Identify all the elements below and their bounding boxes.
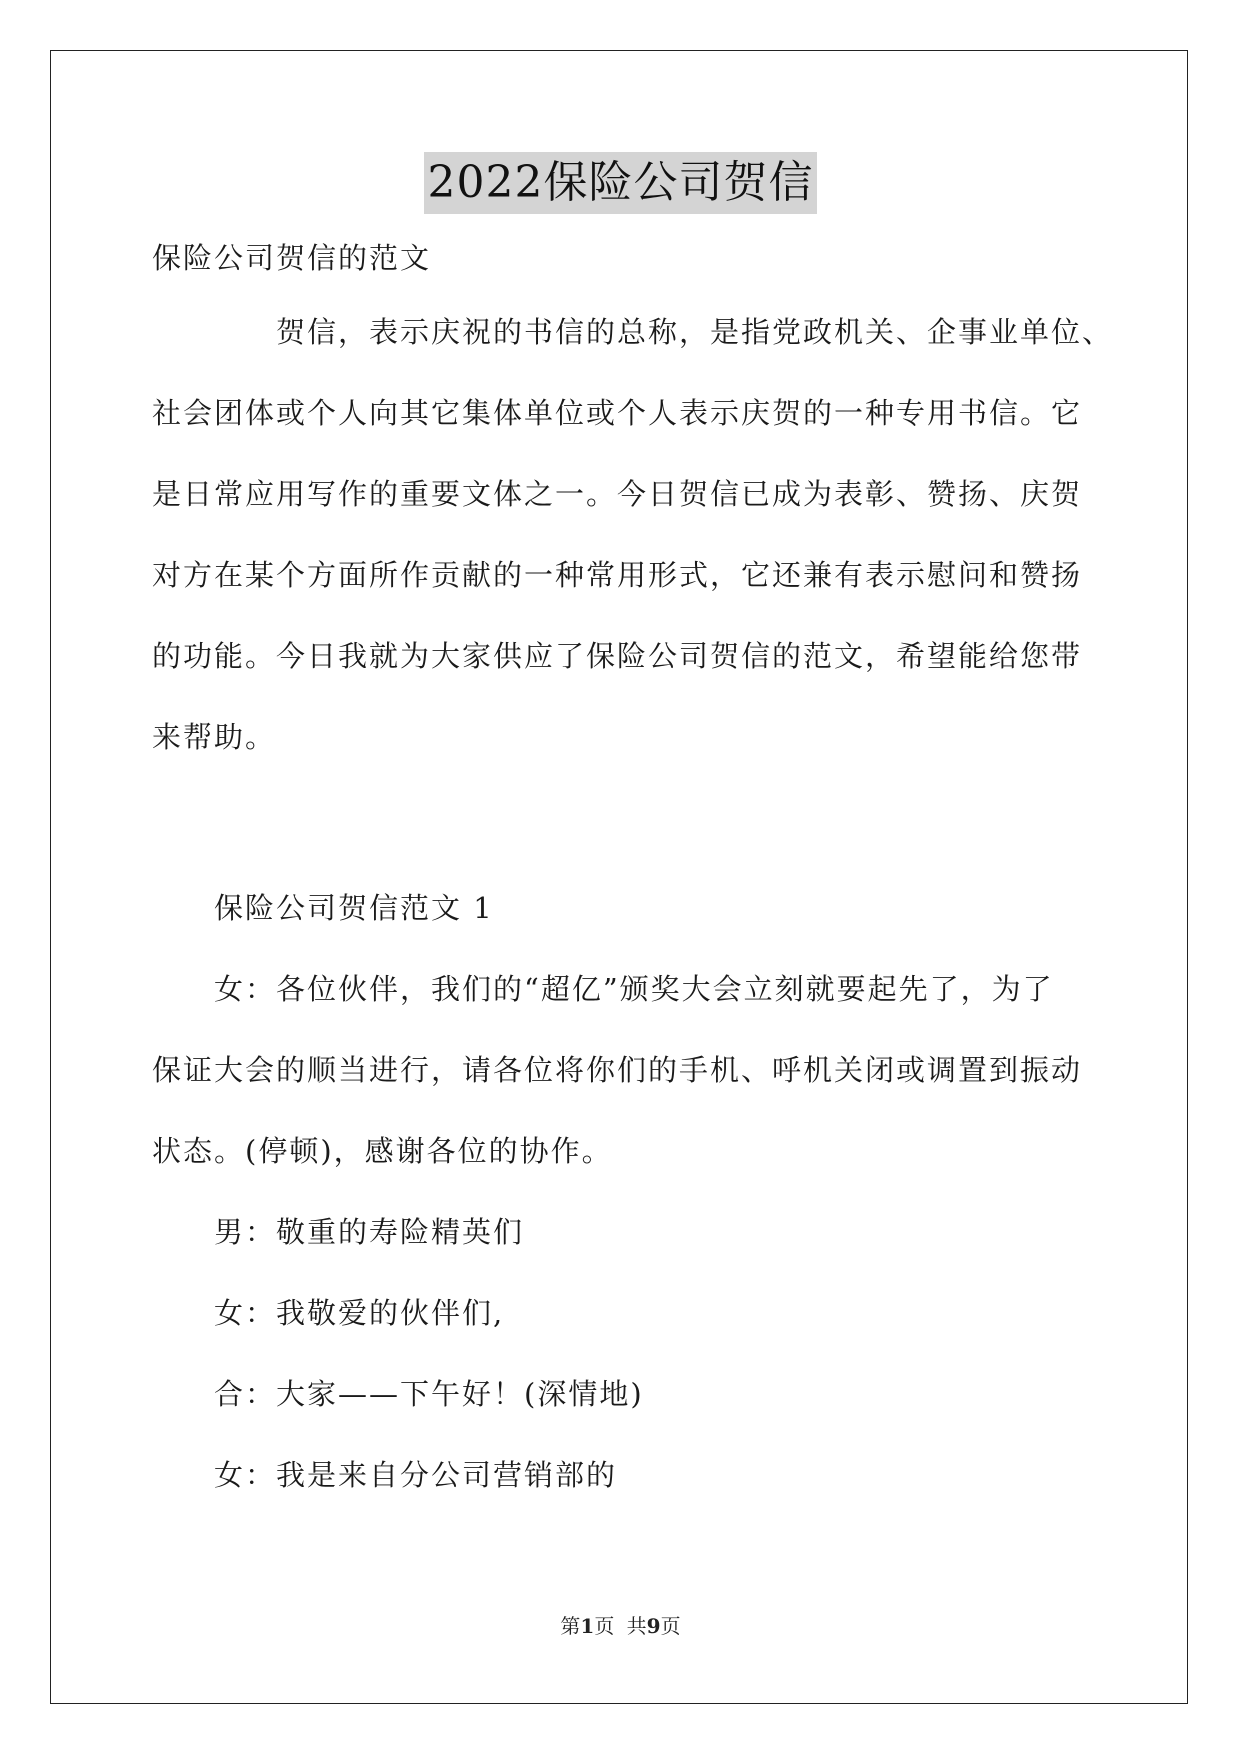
female-line-2: 女：我敬爱的伙伴们, bbox=[214, 1296, 505, 1330]
together-line: 合：大家——下午好！(深情地) bbox=[214, 1377, 644, 1411]
intro-line-6: 来帮助。 bbox=[152, 720, 277, 754]
page-prefix: 第 bbox=[560, 1614, 581, 1638]
female-line-3: 女：我是来自分公司营销部的 bbox=[214, 1458, 618, 1492]
subtitle: 保险公司贺信的范文 bbox=[152, 241, 432, 275]
title-container bbox=[0, 152, 1241, 214]
intro-line-3: 是日常应用写作的重要文体之一。今日贺信已成为表彰、赞扬、庆贺 bbox=[152, 477, 1083, 511]
page-total: 9 bbox=[646, 1614, 661, 1638]
female-para-line-3: 状态。(停顿)，感谢各位的协作。 bbox=[152, 1134, 613, 1168]
intro-line-2: 社会团体或个人向其它集体单位或个人表示庆贺的一种专用书信。它 bbox=[152, 396, 1083, 430]
male-line: 男：敬重的寿险精英们 bbox=[214, 1215, 525, 1249]
intro-line-5: 的功能。今日我就为大家供应了保险公司贺信的范文，希望能给您带 bbox=[152, 639, 1083, 673]
page-mid: 页 共 bbox=[594, 1614, 647, 1638]
intro-line-4: 对方在某个方面所作贡献的一种常用形式，它还兼有表示慰问和赞扬 bbox=[152, 558, 1083, 592]
document-title: 2022保险公司贺信 bbox=[424, 152, 818, 214]
page-current: 1 bbox=[580, 1614, 595, 1638]
section-heading: 保险公司贺信范文 1 bbox=[214, 891, 494, 925]
page-suffix: 页 bbox=[660, 1614, 681, 1638]
female-para-line-2: 保证大会的顺当进行，请各位将你们的手机、呼机关闭或调置到振动 bbox=[152, 1053, 1083, 1087]
intro-line-1: 贺信，表示庆祝的书信的总称，是指党政机关、企事业单位、 bbox=[276, 315, 1114, 349]
female-para-line-1: 女：各位伙伴，我们的“超亿”颁奖大会立刻就要起先了，为了 bbox=[214, 972, 1054, 1006]
page-footer bbox=[0, 1610, 1241, 1639]
